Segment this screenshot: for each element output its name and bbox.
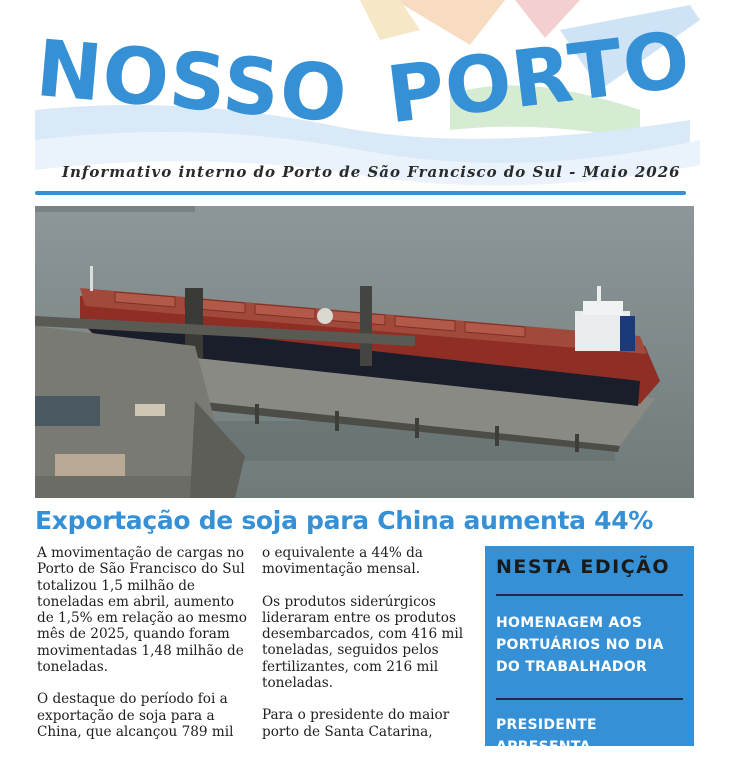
masthead-divider [35, 191, 686, 195]
newsletter-title [0, 0, 735, 160]
paragraph: Os produtos siderúrgicos lideraram entre os produtos desembarcados, com 416 mil toneladas, seguidos pelos fertilizantes, com 216 mil toneladas. [262, 593, 464, 692]
sidebar-divider [496, 698, 683, 700]
masthead [0, 0, 735, 200]
article-column-2 [262, 545, 472, 756]
sidebar-item-homenagem[interactable]: HOMENAGEM AOS PORTUÁRIOS NO DIA DO TRABALHADOR [496, 615, 664, 675]
bulk-carrier-image [35, 206, 694, 498]
ship-photo [35, 206, 694, 498]
article-column-1 [37, 545, 252, 756]
sidebar-title: NESTA EDIÇÃO [496, 556, 670, 578]
title-word-nosso: NOSSO [32, 24, 352, 141]
paragraph: O destaque do período foi a exportação de soja para a China, que alcançou 789 mil [37, 691, 234, 740]
sidebar-item-presidente[interactable]: PRESIDENTE APRESENTA [496, 717, 597, 755]
paragraph: Para o presidente do maior porto de Santa Catarina, [262, 707, 450, 740]
paragraph: A movimentação de cargas no Porto de São Francisco do Sul totalizou 1,5 milhão de toneladas em abril, aumento de 1,5% em relação ao mesmo mês de 2025, quando foram movimentadas 1,48 milhão de toneladas. [37, 545, 247, 676]
article-headline: Exportação de soja para China aumenta 44% [35, 506, 654, 535]
paragraph: o equivalente a 44% da movimentação mensal. [262, 545, 423, 578]
sidebar-divider [496, 594, 683, 596]
title-word-porto: PORTO [382, 14, 696, 142]
in-this-edition-sidebar [485, 546, 694, 755]
newsletter-subtitle: Informativo interno do Porto de São Francisco do Sul - Maio 2026 [62, 163, 681, 181]
